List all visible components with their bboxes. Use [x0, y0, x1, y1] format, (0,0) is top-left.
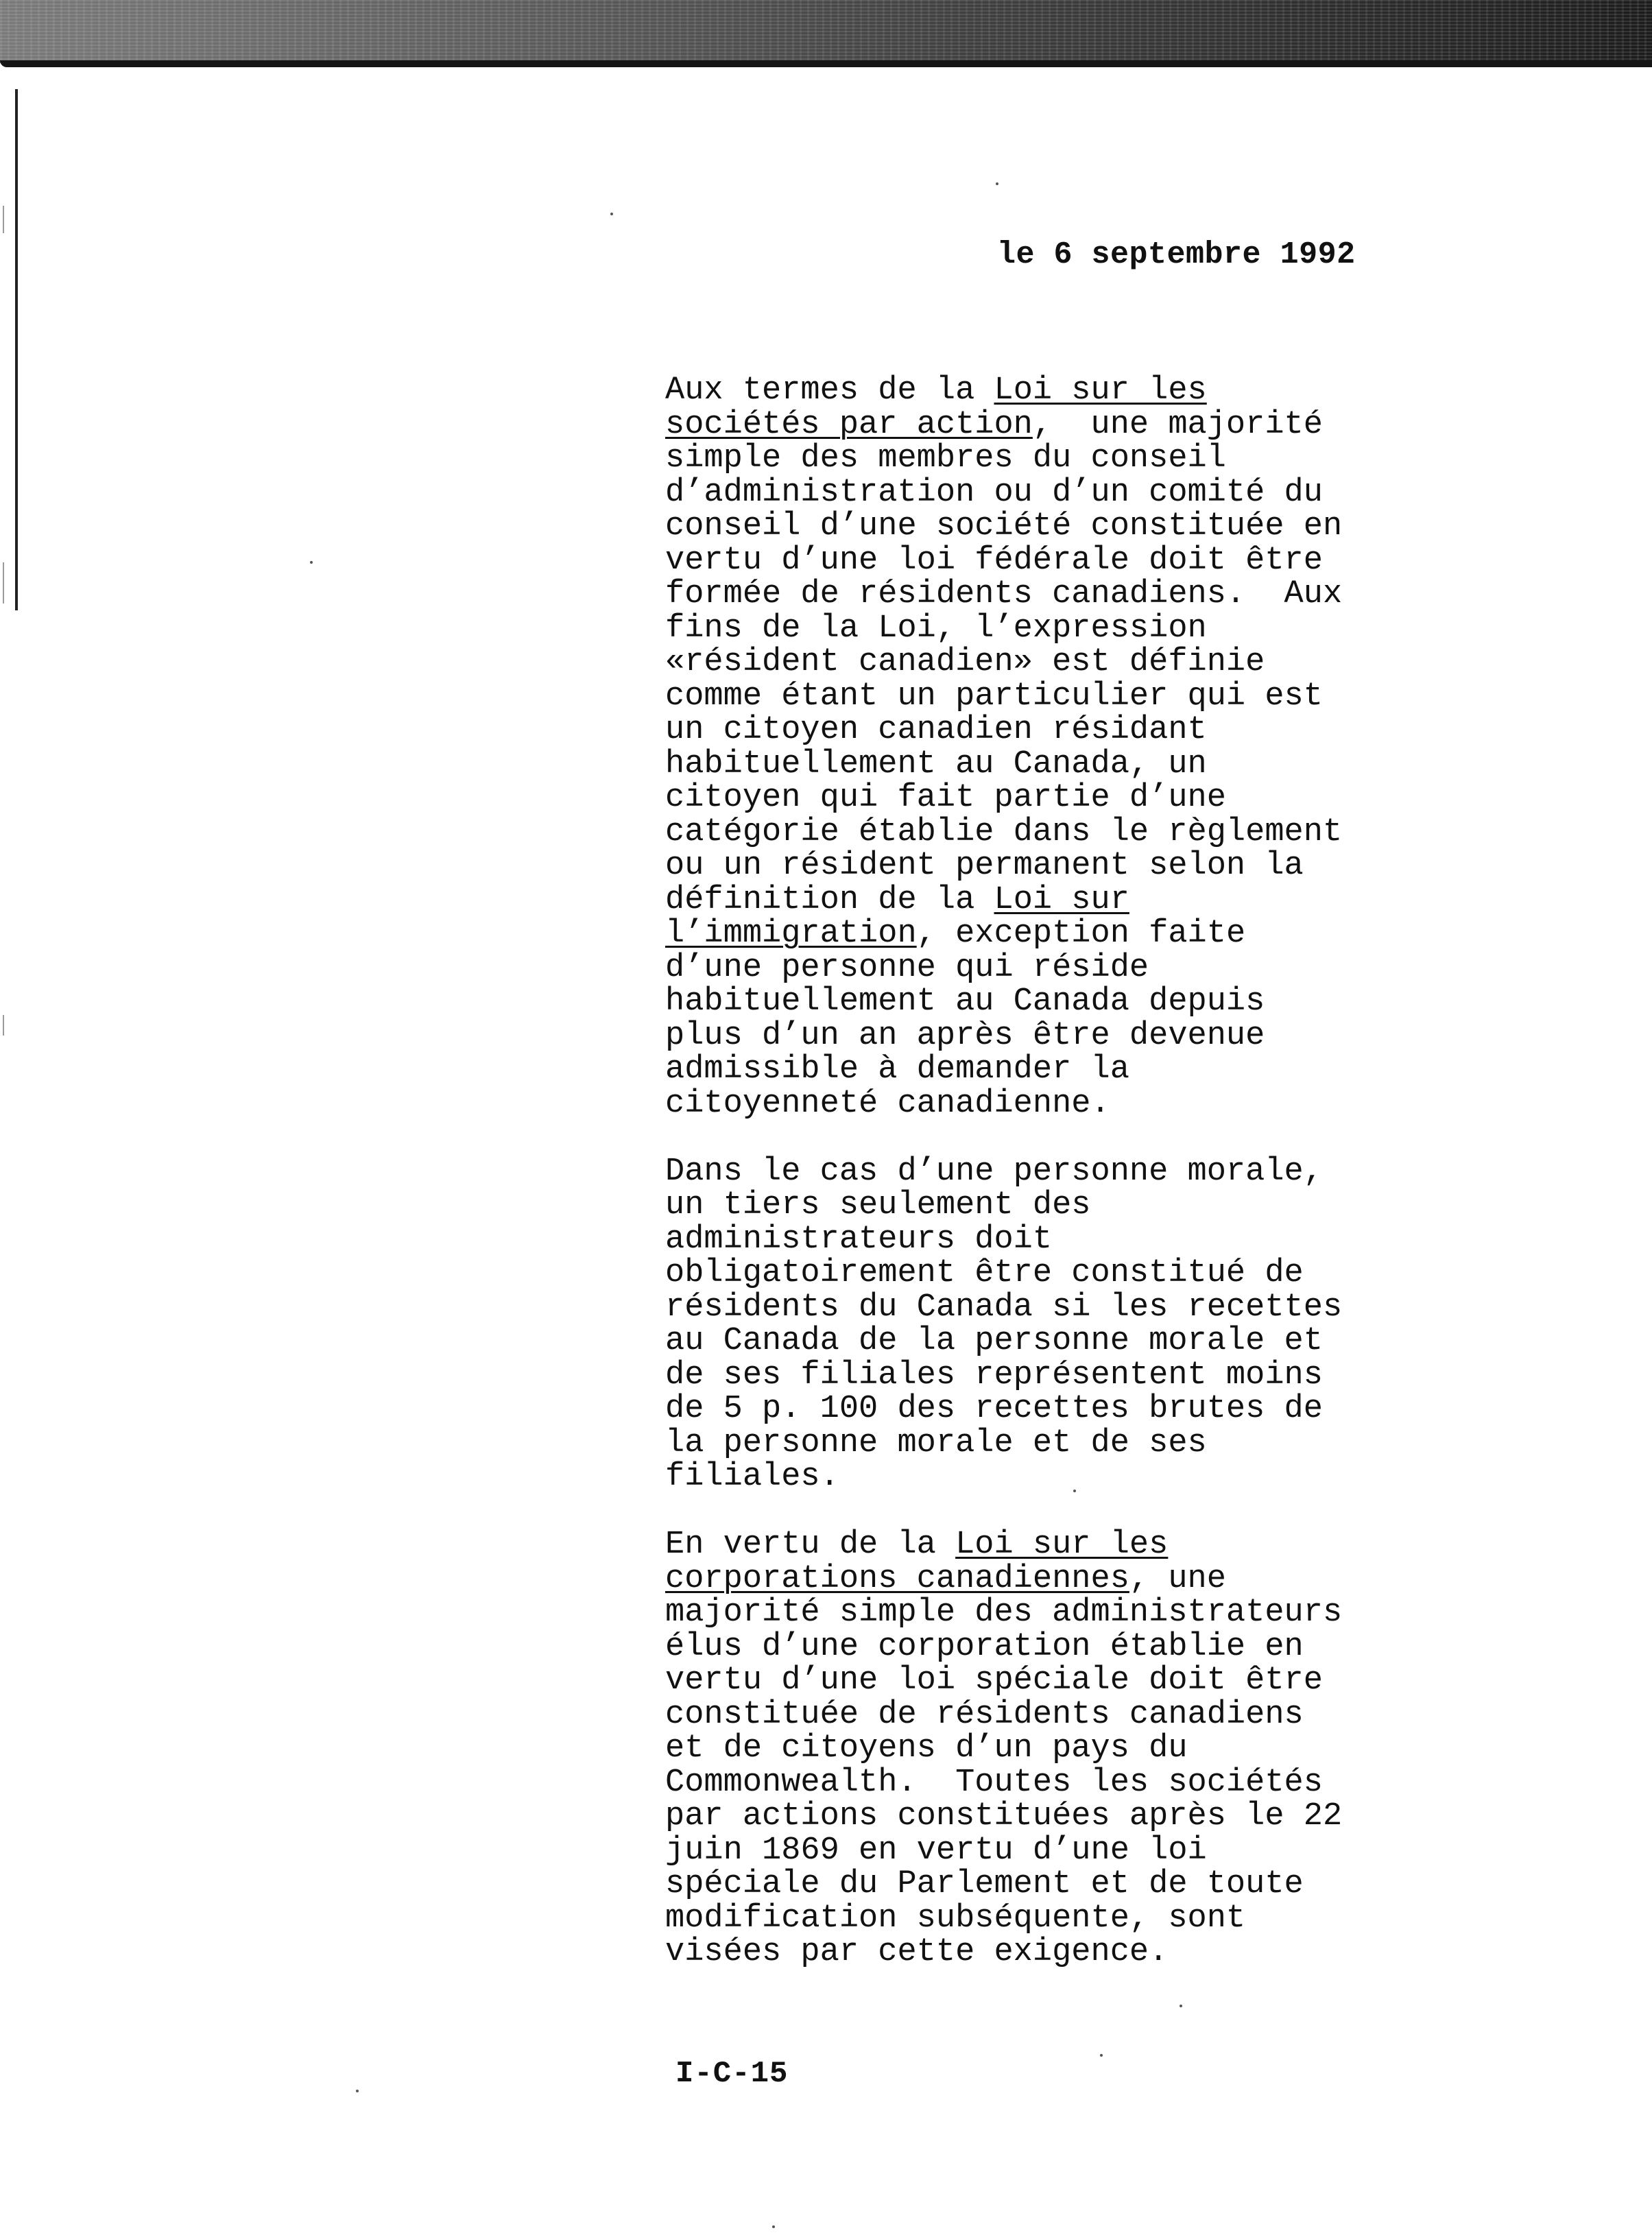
text-segment: d’administration ou d’un comité du	[665, 474, 1323, 511]
text-segment: , exception faite	[916, 916, 1246, 952]
text-line	[665, 1935, 1639, 1970]
text-segment: , une majorité	[1032, 406, 1323, 443]
text-segment: constituée de résidents canadiens	[665, 1696, 1304, 1733]
text-line	[665, 849, 1639, 883]
document-body	[665, 374, 1639, 2003]
text-segment: administrateurs doit	[665, 1221, 1053, 1258]
text-line	[665, 544, 1639, 578]
underlined-law-title: corporations canadiennes	[665, 1560, 1129, 1597]
text-line	[665, 1356, 1639, 1394]
text-line	[665, 645, 1639, 680]
scan-speck	[356, 2090, 359, 2092]
text-segment: catégorie établie dans le règlement	[665, 813, 1343, 850]
text-line	[665, 1528, 1639, 1562]
text-segment: admissible à demander la	[665, 1051, 1129, 1088]
text-line	[665, 1596, 1639, 1630]
scan-speck	[996, 182, 998, 185]
scan-speck	[772, 2225, 775, 2228]
scan-speck	[610, 213, 613, 215]
text-line	[665, 1800, 1639, 1834]
scan-left-speck	[3, 562, 4, 603]
text-segment: comme étant un particulier qui est	[665, 678, 1323, 715]
text-line	[665, 1630, 1639, 1664]
text-segment: Commonwealth. Toutes les sociétés	[665, 1764, 1323, 1801]
body-paragraph	[665, 374, 1639, 1121]
text-line	[665, 883, 1639, 918]
text-line	[665, 612, 1639, 646]
text-segment: et de citoyens d’un pays du	[665, 1730, 1188, 1767]
text-segment: de 5 p. 100 des recettes brutes de	[665, 1391, 1323, 1427]
body-paragraph	[665, 1528, 1639, 1970]
text-line	[665, 680, 1639, 714]
text-line	[665, 1664, 1639, 1698]
text-segment: formée de résidents canadiens. Aux	[665, 576, 1343, 612]
text-line	[665, 713, 1639, 748]
text-line	[665, 1834, 1639, 1868]
text-segment: modification subséquente, sont	[665, 1900, 1246, 1937]
text-line	[665, 985, 1639, 1019]
text-line	[665, 476, 1639, 510]
text-line	[665, 1291, 1639, 1325]
scan-speck	[310, 561, 313, 564]
text-line	[665, 1188, 1639, 1223]
scan-shadow-edge	[0, 0, 1652, 63]
text-segment: Dans le cas d’une personne morale,	[665, 1153, 1323, 1190]
scan-left-speck	[3, 206, 4, 233]
text-line	[665, 951, 1639, 985]
text-line	[665, 781, 1639, 815]
page-code: I-C-15	[675, 2057, 789, 2091]
underlined-law-title: Loi sur	[994, 881, 1129, 918]
text-line	[665, 745, 1639, 782]
text-segment: «résident canadien» est définie	[665, 644, 1265, 680]
document-date: le 6 septembre 1992	[997, 237, 1356, 272]
text-segment: En vertu de la	[665, 1527, 956, 1563]
text-segment: vertu d’une loi spéciale doit être	[665, 1662, 1323, 1699]
text-line	[665, 1766, 1639, 1800]
text-segment: ou un résident permanent selon la	[665, 848, 1304, 884]
text-line	[665, 1460, 1639, 1494]
text-segment: simple des membres du conseil	[665, 440, 1226, 477]
text-line	[665, 1053, 1639, 1087]
scan-left-edge-mark	[15, 89, 18, 610]
underlined-law-title: sociétés par action	[665, 406, 1033, 443]
scan-speck	[1100, 2054, 1103, 2057]
text-segment: obligatoirement être constitué de	[665, 1255, 1304, 1291]
text-segment: juin 1869 en vertu d’une loi	[665, 1832, 1207, 1869]
text-segment: majorité simple des administrateurs	[665, 1594, 1343, 1631]
text-line	[665, 1155, 1639, 1189]
text-segment: au Canada de la personne morale et	[665, 1323, 1323, 1359]
text-line	[665, 1392, 1639, 1426]
text-line	[665, 510, 1639, 544]
text-segment: fins de la Loi, l’expression	[665, 610, 1207, 647]
body-paragraph	[665, 1155, 1639, 1494]
text-segment: , une	[1129, 1560, 1226, 1597]
text-segment: plus d’un an après être devenue	[665, 1017, 1265, 1054]
text-segment: par actions constituées après le 22	[665, 1798, 1343, 1834]
text-line	[665, 1223, 1639, 1257]
text-line	[665, 1019, 1639, 1053]
text-line	[665, 577, 1639, 612]
text-line	[665, 815, 1639, 850]
scan-left-speck	[3, 1015, 4, 1036]
text-segment: vertu d’une loi fédérale doit être	[665, 542, 1323, 579]
underlined-law-title: Loi sur les	[994, 372, 1207, 409]
text-line	[665, 1562, 1639, 1597]
text-segment: habituellement au Canada depuis	[665, 983, 1265, 1020]
underlined-law-title: Loi sur les	[955, 1527, 1169, 1563]
text-line	[665, 1867, 1639, 1902]
text-segment: résidents du Canada si les recettes	[665, 1289, 1343, 1326]
text-segment: la personne morale et de ses	[665, 1424, 1207, 1461]
text-segment: d’une personne qui réside	[665, 949, 1149, 986]
text-segment: un tiers seulement des	[665, 1187, 1091, 1223]
text-segment: filiales.	[665, 1459, 839, 1495]
text-segment: conseil d’une société constituée en	[665, 508, 1343, 545]
text-segment: citoyen qui fait partie d’une	[665, 780, 1226, 816]
text-line	[665, 1698, 1639, 1732]
text-line	[665, 408, 1639, 442]
text-segment: citoyenneté canadienne.	[665, 1085, 1110, 1122]
text-segment: un citoyen canadien résidant	[665, 712, 1207, 748]
text-line	[665, 442, 1639, 476]
text-line	[665, 1324, 1639, 1359]
text-line	[665, 1732, 1639, 1766]
text-segment: habituellement au Canada, un	[665, 745, 1207, 782]
text-segment: de ses filiales représentent moins	[665, 1356, 1323, 1394]
text-line	[665, 1426, 1639, 1461]
text-line	[665, 917, 1639, 951]
text-segment: élus d’une corporation établie en	[665, 1628, 1304, 1665]
text-segment: visées par cette exigence.	[665, 1934, 1169, 1970]
text-segment: spéciale du Parlement et de toute	[665, 1866, 1304, 1902]
text-line	[665, 374, 1639, 408]
text-segment: Aux termes de la	[665, 372, 994, 409]
scan-speck	[1180, 2005, 1182, 2007]
underlined-law-title: l’immigration	[665, 916, 917, 952]
text-line	[665, 1087, 1639, 1121]
text-line	[665, 1902, 1639, 1936]
text-segment: définition de la	[665, 881, 994, 918]
text-line	[665, 1256, 1639, 1291]
